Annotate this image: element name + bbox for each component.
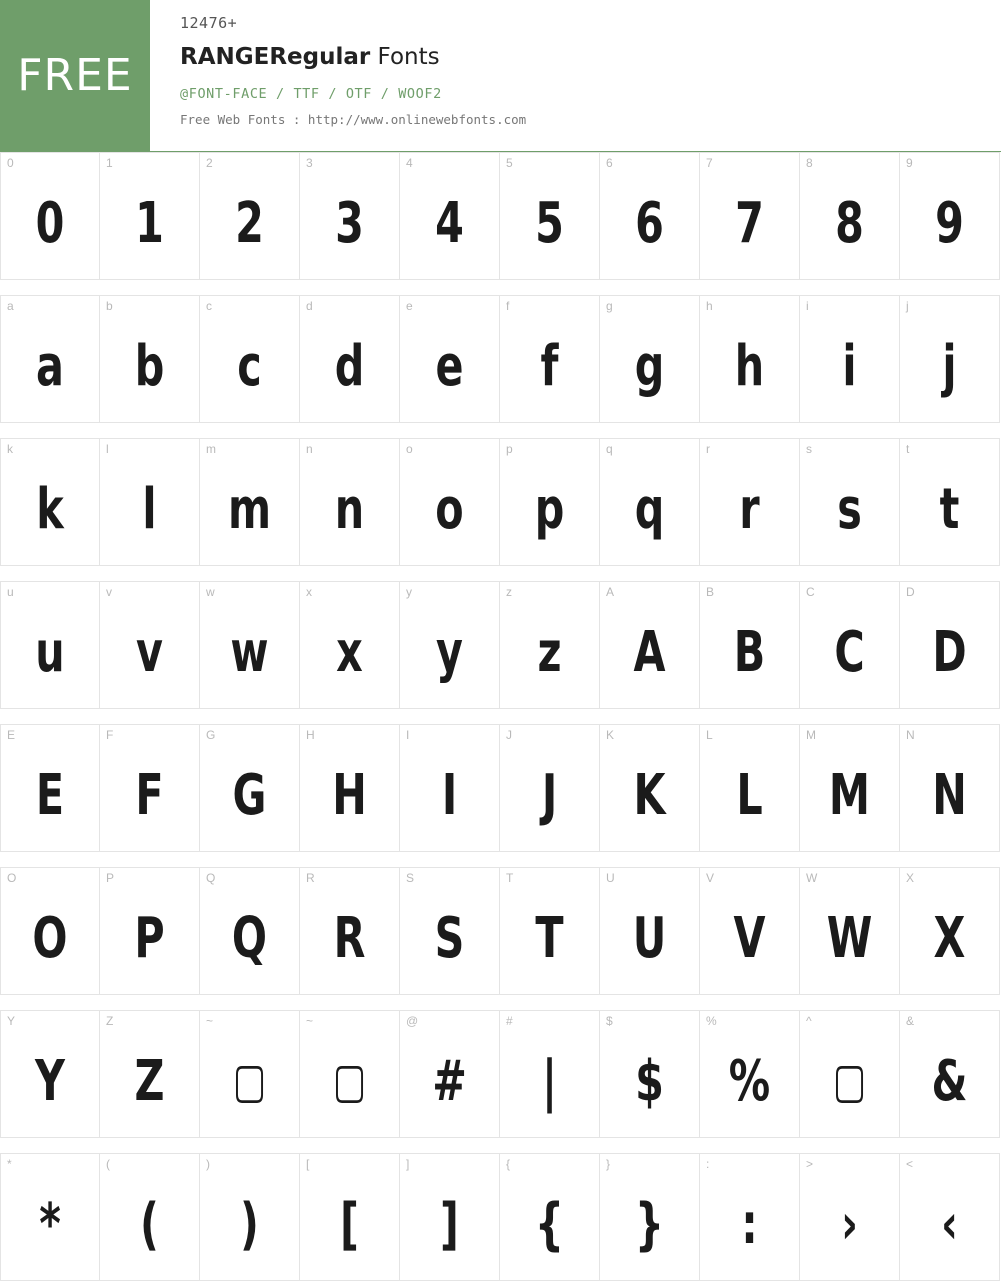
glyph-cell[interactable] <box>100 1010 200 1138</box>
glyph-cell[interactable] <box>0 1010 100 1138</box>
glyph-code-label: X <box>906 871 915 885</box>
glyph-character: J <box>541 762 558 828</box>
glyph-cell[interactable] <box>400 724 500 852</box>
glyph-code-label: 8 <box>806 156 813 170</box>
glyph-code-label: } <box>606 1157 611 1171</box>
glyph-cell[interactable] <box>900 581 1000 709</box>
glyph-character: 9 <box>935 190 964 256</box>
glyph-cell[interactable] <box>200 438 300 566</box>
glyph-row <box>0 438 1001 566</box>
glyph-cell[interactable] <box>300 295 400 423</box>
font-name-suffix: Fonts <box>370 44 440 70</box>
glyph-character: o <box>435 476 464 542</box>
glyph-cell[interactable] <box>800 724 900 852</box>
glyph-character: $ <box>635 1048 664 1114</box>
glyph-code-label: 1 <box>106 156 113 170</box>
glyph-code-label: z <box>506 585 512 599</box>
free-badge: FREE <box>0 0 150 151</box>
glyph-code-label: T <box>506 871 514 885</box>
glyph-character: % <box>728 1048 771 1114</box>
glyph-cell[interactable] <box>900 1153 1000 1281</box>
glyph-cell[interactable] <box>0 581 100 709</box>
glyph-cell[interactable] <box>200 295 300 423</box>
glyph-code-label: p <box>506 442 513 456</box>
glyph-code-label: r <box>706 442 710 456</box>
glyph-code-label: E <box>7 728 16 742</box>
glyph-character: p <box>534 476 565 542</box>
glyph-character: I <box>441 762 458 828</box>
glyph-character: W <box>826 905 873 971</box>
row-spacer <box>0 566 1001 581</box>
glyph-character: L <box>736 762 763 828</box>
glyph-code-label: P <box>106 871 115 885</box>
glyph-code-label: ^ <box>806 1014 812 1028</box>
glyph-character: 0 <box>35 190 65 256</box>
glyph-code-label: Q <box>206 871 216 885</box>
glyph-cell[interactable] <box>700 1153 800 1281</box>
glyph-code-label: n <box>306 442 313 456</box>
glyph-character: l <box>142 476 157 542</box>
glyph-character: F <box>135 762 164 828</box>
glyph-cell[interactable] <box>100 295 200 423</box>
glyph-code-label: ( <box>106 1157 110 1171</box>
header-info <box>150 0 1001 151</box>
glyph-cell[interactable] <box>200 724 300 852</box>
version-label: 12476+ <box>180 14 238 32</box>
glyph-character: { <box>534 1191 565 1257</box>
glyph-code-label: m <box>206 442 216 456</box>
glyph-code-label: G <box>206 728 216 742</box>
glyph-cell[interactable] <box>400 152 500 280</box>
glyph-character: : <box>741 1191 758 1257</box>
glyph-character: T <box>535 905 564 971</box>
glyph-cell[interactable] <box>500 295 600 423</box>
glyph-code-label: u <box>7 585 14 599</box>
glyph-character: a <box>36 333 64 399</box>
glyph-character: k <box>36 476 64 542</box>
glyph-code-label: e <box>406 299 413 313</box>
glyph-cell[interactable] <box>800 295 900 423</box>
glyph-code-label: 4 <box>406 156 413 170</box>
glyph-character: X <box>933 905 966 971</box>
glyph-cell[interactable] <box>100 438 200 566</box>
glyph-cell[interactable] <box>600 724 700 852</box>
glyph-character: 8 <box>835 190 864 256</box>
glyph-cell[interactable] <box>900 724 1000 852</box>
glyph-cell[interactable] <box>0 724 100 852</box>
glyph-character: 7 <box>735 190 764 256</box>
glyph-cell[interactable] <box>500 1153 600 1281</box>
glyph-character: # <box>432 1048 467 1114</box>
glyph-cell[interactable] <box>400 438 500 566</box>
glyph-character: 6 <box>635 190 664 256</box>
glyph-character: B <box>733 619 766 685</box>
glyph-row <box>0 581 1001 709</box>
glyph-code-label: * <box>7 1157 12 1171</box>
glyph-character: G <box>232 762 267 828</box>
glyph-code-label: A <box>606 585 615 599</box>
glyph-cell[interactable] <box>300 438 400 566</box>
glyph-cell[interactable] <box>600 438 700 566</box>
glyph-cell[interactable] <box>600 152 700 280</box>
glyph-cell[interactable] <box>700 438 800 566</box>
glyph-code-label: H <box>306 728 315 742</box>
glyph-cell[interactable] <box>300 152 400 280</box>
glyph-code-label: W <box>806 871 818 885</box>
glyph-code-label: K <box>606 728 615 742</box>
glyph-code-label: N <box>906 728 915 742</box>
glyph-cell[interactable] <box>600 581 700 709</box>
glyph-character: 1 <box>135 190 164 256</box>
glyph-character: v <box>136 619 163 685</box>
glyph-code-label: ~ <box>206 1014 214 1028</box>
glyph-code-label: w <box>206 585 215 599</box>
glyph-character: U <box>632 905 667 971</box>
glyph-cell[interactable] <box>400 581 500 709</box>
glyph-character: f <box>540 333 559 399</box>
glyph-code-label: : <box>706 1157 710 1171</box>
glyph-cell[interactable] <box>900 1010 1000 1138</box>
glyph-character: c <box>237 333 262 399</box>
glyph-code-label: 5 <box>506 156 513 170</box>
glyph-character: j <box>942 333 957 399</box>
glyph-cell[interactable] <box>500 867 600 995</box>
glyph-character: d <box>334 333 365 399</box>
glyph-cell[interactable] <box>600 1153 700 1281</box>
glyph-character: z <box>537 619 562 685</box>
glyph-code-label: R <box>306 871 315 885</box>
glyph-character: H <box>332 762 367 828</box>
glyph-code-label: y <box>406 585 412 599</box>
glyph-character: 2 <box>235 190 264 256</box>
glyph-character: i <box>842 333 857 399</box>
glyph-code-label: M <box>806 728 816 742</box>
row-spacer <box>0 1138 1001 1153</box>
glyph-character: m <box>227 476 272 542</box>
glyph-cell[interactable] <box>700 1010 800 1138</box>
glyph-grid <box>0 152 1001 1281</box>
glyph-code-label: $ <box>606 1014 613 1028</box>
glyph-code-label: t <box>906 442 910 456</box>
glyph-cell[interactable] <box>700 867 800 995</box>
glyph-character: g <box>634 333 665 399</box>
missing-glyph: ▢ <box>232 1053 267 1109</box>
glyph-cell[interactable] <box>900 295 1000 423</box>
glyph-character: n <box>334 476 365 542</box>
format-list: @FONT-FACE / TTF / OTF / WOOF2 <box>180 86 442 102</box>
glyph-cell[interactable] <box>100 867 200 995</box>
glyph-character: x <box>336 619 363 685</box>
glyph-character: ) <box>240 1191 259 1257</box>
glyph-code-label: q <box>606 442 613 456</box>
glyph-cell[interactable] <box>800 152 900 280</box>
row-spacer <box>0 423 1001 438</box>
glyph-code-label: Z <box>106 1014 114 1028</box>
glyph-character: M <box>828 762 871 828</box>
glyph-cell[interactable] <box>700 724 800 852</box>
glyph-character: & <box>931 1048 968 1114</box>
glyph-character: E <box>35 762 65 828</box>
glyph-code-label: D <box>906 585 915 599</box>
glyph-cell[interactable] <box>0 1153 100 1281</box>
glyph-character: s <box>837 476 862 542</box>
glyph-cell[interactable] <box>0 295 100 423</box>
glyph-code-label: Y <box>7 1014 16 1028</box>
glyph-cell[interactable] <box>700 295 800 423</box>
glyph-cell[interactable] <box>200 867 300 995</box>
glyph-character: * <box>39 1191 61 1257</box>
page-header <box>0 0 1001 152</box>
row-spacer <box>0 280 1001 295</box>
glyph-code-label: [ <box>306 1157 310 1171</box>
glyph-code-label: o <box>406 442 413 456</box>
glyph-character: N <box>932 762 967 828</box>
glyph-character: [ <box>340 1191 359 1257</box>
glyph-code-label: U <box>606 871 615 885</box>
glyph-code-label: # <box>506 1014 513 1028</box>
glyph-cell[interactable] <box>600 1010 700 1138</box>
glyph-character: O <box>32 905 68 971</box>
glyph-cell[interactable] <box>100 1153 200 1281</box>
glyph-code-label: J <box>506 728 512 742</box>
glyph-code-label: s <box>806 442 812 456</box>
glyph-cell[interactable] <box>900 438 1000 566</box>
glyph-cell[interactable] <box>800 1153 900 1281</box>
glyph-character: › <box>840 1191 859 1257</box>
glyph-character: w <box>230 619 269 685</box>
glyph-character: 3 <box>335 190 364 256</box>
glyph-code-label: F <box>106 728 114 742</box>
glyph-character: u <box>35 619 65 685</box>
glyph-cell[interactable] <box>100 581 200 709</box>
missing-glyph: ▢ <box>332 1053 367 1109</box>
row-spacer <box>0 995 1001 1010</box>
glyph-code-label: v <box>106 585 112 599</box>
glyph-code-label: c <box>206 299 212 313</box>
glyph-cell[interactable] <box>800 581 900 709</box>
glyph-cell[interactable] <box>200 152 300 280</box>
glyph-cell[interactable] <box>900 867 1000 995</box>
glyph-cell[interactable] <box>0 152 100 280</box>
glyph-cell[interactable] <box>900 152 1000 280</box>
glyph-character: D <box>932 619 967 685</box>
glyph-code-label: k <box>7 442 13 456</box>
glyph-character: r <box>739 476 760 542</box>
page-title <box>180 44 1001 70</box>
glyph-cell[interactable] <box>100 724 200 852</box>
glyph-row <box>0 867 1001 995</box>
glyph-character: R <box>333 905 366 971</box>
glyph-character: K <box>633 762 666 828</box>
glyph-character: b <box>134 333 165 399</box>
glyph-character: ( <box>140 1191 159 1257</box>
glyph-cell[interactable] <box>400 1153 500 1281</box>
glyph-cell[interactable] <box>500 724 600 852</box>
glyph-code-label: h <box>706 299 713 313</box>
row-spacer <box>0 852 1001 867</box>
glyph-cell[interactable] <box>800 438 900 566</box>
glyph-cell[interactable] <box>600 867 700 995</box>
glyph-code-label: < <box>906 1157 914 1171</box>
glyph-cell[interactable] <box>300 581 400 709</box>
glyph-code-label: { <box>506 1157 511 1171</box>
glyph-cell[interactable] <box>700 581 800 709</box>
glyph-character: Q <box>231 905 268 971</box>
glyph-row <box>0 152 1001 280</box>
font-name: RANGERegular <box>180 44 371 70</box>
glyph-character: ‹ <box>940 1191 959 1257</box>
glyph-cell[interactable] <box>300 867 400 995</box>
glyph-character: P <box>134 905 165 971</box>
glyph-code-label: O <box>7 871 17 885</box>
glyph-code-label: d <box>306 299 313 313</box>
glyph-code-label: 6 <box>606 156 613 170</box>
glyph-cell[interactable] <box>0 867 100 995</box>
glyph-cell[interactable] <box>200 1153 300 1281</box>
glyph-character: Y <box>35 1048 65 1114</box>
source-link[interactable]: Free Web Fonts : http://www.onlinewebfonts.com <box>180 112 527 127</box>
glyph-cell[interactable] <box>200 581 300 709</box>
glyph-code-label: a <box>7 299 14 313</box>
glyph-code-label: B <box>706 585 715 599</box>
glyph-cell[interactable] <box>200 1010 300 1138</box>
glyph-character: h <box>734 333 765 399</box>
glyph-cell[interactable] <box>400 1010 500 1138</box>
glyph-cell[interactable] <box>600 295 700 423</box>
glyph-code-label: 2 <box>206 156 213 170</box>
glyph-cell[interactable] <box>500 438 600 566</box>
glyph-character: ] <box>440 1191 459 1257</box>
glyph-code-label: I <box>406 728 410 742</box>
glyph-cell[interactable] <box>800 1010 900 1138</box>
glyph-code-label: L <box>706 728 713 742</box>
glyph-row <box>0 724 1001 852</box>
glyph-code-label: ] <box>406 1157 410 1171</box>
glyph-character: | <box>541 1048 558 1114</box>
glyph-cell[interactable] <box>500 152 600 280</box>
glyph-cell[interactable] <box>300 1010 400 1138</box>
glyph-cell[interactable] <box>500 581 600 709</box>
glyph-character: y <box>436 619 463 685</box>
glyph-code-label: > <box>806 1157 814 1171</box>
glyph-code-label: x <box>306 585 312 599</box>
glyph-row <box>0 1010 1001 1138</box>
glyph-code-label: @ <box>406 1014 419 1028</box>
glyph-row <box>0 295 1001 423</box>
glyph-character: 4 <box>435 190 464 256</box>
glyph-code-label: 3 <box>306 156 313 170</box>
glyph-cell[interactable] <box>300 1153 400 1281</box>
glyph-cell[interactable] <box>400 867 500 995</box>
glyph-cell[interactable] <box>400 295 500 423</box>
missing-glyph: ▢ <box>832 1053 867 1109</box>
glyph-code-label: ) <box>206 1157 210 1171</box>
glyph-character: } <box>634 1191 665 1257</box>
glyph-row <box>0 1153 1001 1281</box>
glyph-code-label: ~ <box>306 1014 314 1028</box>
glyph-character: 5 <box>535 190 564 256</box>
glyph-character: V <box>733 905 766 971</box>
glyph-code-label: % <box>706 1014 717 1028</box>
glyph-cell[interactable] <box>100 152 200 280</box>
glyph-character: C <box>834 619 865 685</box>
glyph-code-label: 9 <box>906 156 913 170</box>
glyph-character: A <box>633 619 666 685</box>
glyph-code-label: b <box>106 299 113 313</box>
glyph-character: e <box>435 333 464 399</box>
glyph-code-label: S <box>406 871 415 885</box>
glyph-cell[interactable] <box>800 867 900 995</box>
glyph-code-label: V <box>706 871 715 885</box>
glyph-cell[interactable] <box>700 152 800 280</box>
glyph-code-label: j <box>906 299 909 313</box>
glyph-code-label: l <box>106 442 109 456</box>
glyph-cell[interactable] <box>0 438 100 566</box>
glyph-code-label: g <box>606 299 613 313</box>
glyph-character: t <box>939 476 960 542</box>
glyph-code-label: i <box>806 299 809 313</box>
glyph-cell[interactable] <box>500 1010 600 1138</box>
glyph-code-label: C <box>806 585 815 599</box>
glyph-code-label: 7 <box>706 156 713 170</box>
glyph-code-label: f <box>506 299 510 313</box>
glyph-character: Z <box>134 1048 165 1114</box>
row-spacer <box>0 709 1001 724</box>
glyph-cell[interactable] <box>300 724 400 852</box>
glyph-code-label: 0 <box>7 156 14 170</box>
glyph-code-label: & <box>906 1014 915 1028</box>
glyph-character: S <box>434 905 465 971</box>
glyph-character: q <box>634 476 665 542</box>
